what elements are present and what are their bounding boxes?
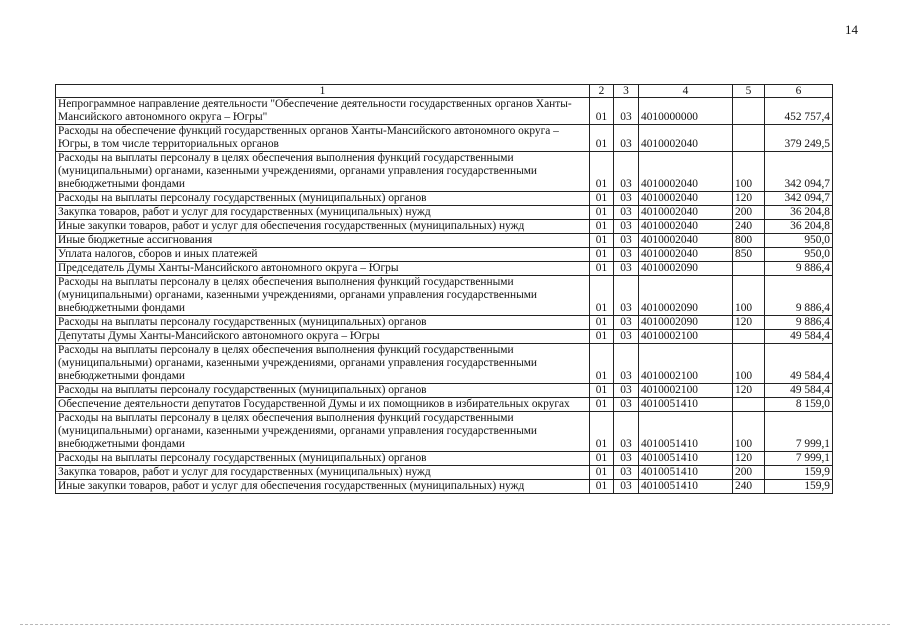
cell-section: 01	[590, 452, 614, 466]
cell-name: Иные бюджетные ассигнования	[56, 234, 590, 248]
cell-type: 100	[733, 152, 765, 192]
cell-section: 01	[590, 330, 614, 344]
cell-code: 4010002090	[639, 316, 733, 330]
cell-subsection: 03	[614, 248, 639, 262]
table-row	[56, 398, 833, 412]
table-row	[56, 234, 833, 248]
cell-amount: 452 757,4	[765, 98, 833, 125]
table-row	[56, 316, 833, 330]
cell-section: 01	[590, 276, 614, 316]
cell-type: 100	[733, 344, 765, 384]
cell-name: Председатель Думы Ханты-Мансийского автономного округа – Югры	[56, 262, 590, 276]
cell-code: 4010051410	[639, 452, 733, 466]
cell-type: 120	[733, 452, 765, 466]
cell-name: Иные закупки товаров, работ и услуг для обеспечения государственных (муниципальных) нужд	[56, 480, 590, 494]
table-row	[56, 412, 833, 452]
cell-subsection: 03	[614, 220, 639, 234]
cell-subsection: 03	[614, 234, 639, 248]
cell-code: 4010051410	[639, 412, 733, 452]
table-row	[56, 220, 833, 234]
column-header-amount: 6	[765, 85, 833, 98]
cell-subsection: 03	[614, 152, 639, 192]
cell-section: 01	[590, 344, 614, 384]
cell-name: Расходы на выплаты персоналу в целях обеспечения выполнения функций государственными (муниципальными) органами, казенными учреждениями, органами управления государственными внебюджетными фондами	[56, 344, 590, 384]
cell-type: 100	[733, 276, 765, 316]
cell-amount: 49 584,4	[765, 330, 833, 344]
cell-type	[733, 330, 765, 344]
cell-code: 4010002040	[639, 125, 733, 152]
cell-subsection: 03	[614, 480, 639, 494]
cell-section: 01	[590, 248, 614, 262]
cell-subsection: 03	[614, 98, 639, 125]
cell-name: Расходы на выплаты персоналу государственных (муниципальных) органов	[56, 316, 590, 330]
cell-section: 01	[590, 480, 614, 494]
cell-type: 200	[733, 206, 765, 220]
cell-subsection: 03	[614, 398, 639, 412]
cell-section: 01	[590, 384, 614, 398]
cell-name: Уплата налогов, сборов и иных платежей	[56, 248, 590, 262]
cell-amount: 36 204,8	[765, 206, 833, 220]
cell-section: 01	[590, 234, 614, 248]
cell-code: 4010000000	[639, 98, 733, 125]
cell-section: 01	[590, 262, 614, 276]
table-row	[56, 152, 833, 192]
cell-amount: 9 886,4	[765, 262, 833, 276]
page-number: 14	[845, 22, 858, 37]
cell-type	[733, 262, 765, 276]
cell-subsection: 03	[614, 206, 639, 220]
cell-code: 4010002100	[639, 384, 733, 398]
cell-section: 01	[590, 316, 614, 330]
cell-subsection: 03	[614, 192, 639, 206]
cell-type: 800	[733, 234, 765, 248]
cell-section: 01	[590, 206, 614, 220]
cell-name: Расходы на выплаты персоналу государственных (муниципальных) органов	[56, 192, 590, 206]
cell-name: Иные закупки товаров, работ и услуг для обеспечения государственных (муниципальных) нужд	[56, 220, 590, 234]
cell-code: 4010002090	[639, 276, 733, 316]
table-header	[56, 85, 833, 98]
cell-amount: 342 094,7	[765, 152, 833, 192]
cell-amount: 49 584,4	[765, 344, 833, 384]
table-row	[56, 192, 833, 206]
cell-name: Закупка товаров, работ и услуг для государственных (муниципальных) нужд	[56, 466, 590, 480]
cell-name: Депутаты Думы Ханты-Мансийского автономного округа – Югры	[56, 330, 590, 344]
column-header-name: 1	[56, 85, 590, 98]
table-row	[56, 206, 833, 220]
cell-subsection: 03	[614, 344, 639, 384]
cell-code: 4010002040	[639, 192, 733, 206]
cell-type: 850	[733, 248, 765, 262]
cell-subsection: 03	[614, 412, 639, 452]
cell-amount: 950,0	[765, 248, 833, 262]
table-row	[56, 98, 833, 125]
cell-subsection: 03	[614, 262, 639, 276]
cell-type: 240	[733, 480, 765, 494]
table-row	[56, 480, 833, 494]
table-row	[56, 276, 833, 316]
cell-subsection: 03	[614, 125, 639, 152]
cell-code: 4010002090	[639, 262, 733, 276]
cell-section: 01	[590, 192, 614, 206]
cell-name: Непрограммное направление деятельности "Обеспечение деятельности государственных органов Ханты-Мансийского автономного округа – Югры"	[56, 98, 590, 125]
scan-artifact-line	[20, 624, 890, 625]
cell-amount: 36 204,8	[765, 220, 833, 234]
cell-amount: 9 886,4	[765, 316, 833, 330]
cell-code: 4010002040	[639, 220, 733, 234]
cell-section: 01	[590, 466, 614, 480]
cell-code: 4010002100	[639, 330, 733, 344]
cell-type	[733, 398, 765, 412]
cell-section: 01	[590, 152, 614, 192]
cell-amount: 7 999,1	[765, 452, 833, 466]
cell-section: 01	[590, 125, 614, 152]
cell-type: 240	[733, 220, 765, 234]
cell-code: 4010002040	[639, 234, 733, 248]
column-header-subsection: 3	[614, 85, 639, 98]
table-row	[56, 344, 833, 384]
cell-type	[733, 98, 765, 125]
cell-name: Расходы на выплаты персоналу в целях обеспечения выполнения функций государственными (муниципальными) органами, казенными учреждениями, органами управления государственными внебюджетными фондами	[56, 412, 590, 452]
cell-subsection: 03	[614, 316, 639, 330]
column-header-section: 2	[590, 85, 614, 98]
cell-name: Закупка товаров, работ и услуг для государственных (муниципальных) нужд	[56, 206, 590, 220]
cell-section: 01	[590, 412, 614, 452]
cell-code: 4010051410	[639, 480, 733, 494]
cell-amount: 49 584,4	[765, 384, 833, 398]
cell-code: 4010002100	[639, 344, 733, 384]
cell-subsection: 03	[614, 384, 639, 398]
cell-name: Расходы на выплаты персоналу в целях обеспечения выполнения функций государственными (муниципальными) органами, казенными учреждениями, органами управления государственными внебюджетными фондами	[56, 276, 590, 316]
cell-name: Расходы на выплаты персоналу в целях обеспечения выполнения функций государственными (муниципальными) органами, казенными учреждениями, органами управления государственными внебюджетными фондами	[56, 152, 590, 192]
cell-code: 4010002040	[639, 206, 733, 220]
cell-code: 4010002040	[639, 152, 733, 192]
table-row	[56, 384, 833, 398]
table-row	[56, 330, 833, 344]
cell-section: 01	[590, 98, 614, 125]
cell-section: 01	[590, 220, 614, 234]
cell-amount: 159,9	[765, 466, 833, 480]
cell-subsection: 03	[614, 452, 639, 466]
cell-amount: 8 159,0	[765, 398, 833, 412]
table-body	[56, 98, 833, 494]
cell-code: 4010051410	[639, 398, 733, 412]
cell-type: 120	[733, 192, 765, 206]
cell-name: Расходы на выплаты персоналу государственных (муниципальных) органов	[56, 452, 590, 466]
cell-subsection: 03	[614, 276, 639, 316]
cell-amount: 7 999,1	[765, 412, 833, 452]
budget-table	[55, 84, 833, 494]
cell-name: Обеспечение деятельности депутатов Государственной Думы и их помощников в избирательных округах	[56, 398, 590, 412]
cell-subsection: 03	[614, 466, 639, 480]
table-row	[56, 262, 833, 276]
table-row	[56, 125, 833, 152]
cell-code: 4010051410	[639, 466, 733, 480]
header-row	[56, 85, 833, 98]
cell-type	[733, 125, 765, 152]
cell-type: 200	[733, 466, 765, 480]
table-row	[56, 466, 833, 480]
cell-amount: 159,9	[765, 480, 833, 494]
table-row	[56, 452, 833, 466]
cell-type: 100	[733, 412, 765, 452]
column-header-code: 4	[639, 85, 733, 98]
cell-type: 120	[733, 316, 765, 330]
cell-amount: 950,0	[765, 234, 833, 248]
column-header-type: 5	[733, 85, 765, 98]
cell-name: Расходы на обеспечение функций государственных органов Ханты-Мансийского автономного округа – Югры, в том числе территориальных органов	[56, 125, 590, 152]
cell-amount: 342 094,7	[765, 192, 833, 206]
cell-amount: 9 886,4	[765, 276, 833, 316]
cell-subsection: 03	[614, 330, 639, 344]
table-row	[56, 248, 833, 262]
cell-name: Расходы на выплаты персоналу государственных (муниципальных) органов	[56, 384, 590, 398]
cell-code: 4010002040	[639, 248, 733, 262]
cell-section: 01	[590, 398, 614, 412]
cell-amount: 379 249,5	[765, 125, 833, 152]
cell-type: 120	[733, 384, 765, 398]
